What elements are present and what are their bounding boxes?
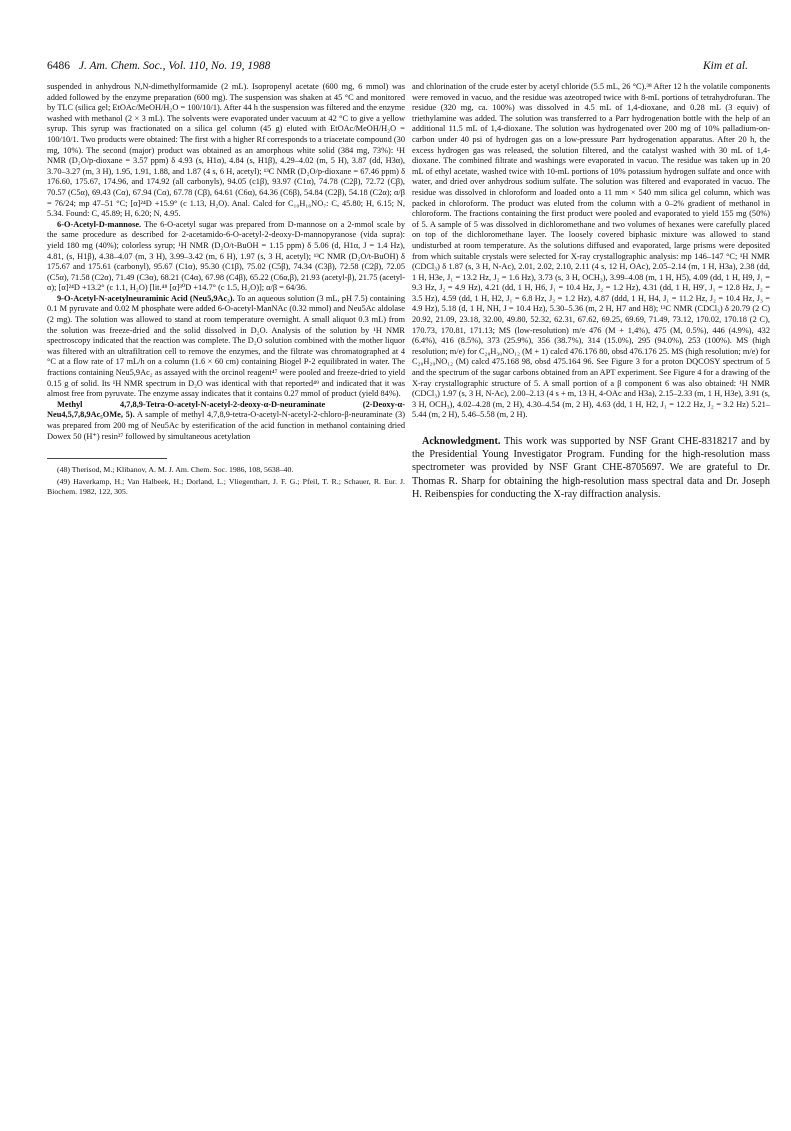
reference-48: (48) Therisod, M.; Klibanov, A. M. J. Am. Chem. Soc. 1986, 108, 5638–40. xyxy=(57,465,294,475)
paragraph xyxy=(47,400,405,442)
paragraph xyxy=(47,220,405,294)
paragraph xyxy=(47,294,405,400)
paragraph-text: The 6-O-acetyl sugar was prepared from D-mannose on a 2-mmol scale by the same procedure as described for 2-acetamido-6-O-acetyl-2-deoxy-D-mannopyranose (vida supra): yield 180 mg (40%); colorless syrup; ¹H NMR (D₂O/t-BuOH = 1.15 ppm) δ 5.06 (d, H1α, J = 1.4 Hz), 4.81, (s, H1β), 4.38–4.07 (m, 3 H), 3.99–3.42 (m, 6 H), 1.97 (s, 3 H, acetyl); ¹³C NMR (D₂O/t-BuOH) δ 175.67 and 175.61 (carbonyl), 95.67 (C1α), 95.30 (C1β), 75.02 (C5β), 74.34 (C3β), 72.58 (C2β), 72.05 (C5α), 71.58 (C2α), 71.49 (C3α), 68.21 (C4α), 67.98 (C4β), 65.22 (C6α,β), 21.93 (acetyl-β), 21.75 (acetyl-α); [α]²⁴D +13.2° (c 1.1, H₂O) [lit.⁴⁸ [α]³⁰D +14.7° (c 1.5, H₂O)]; α/β = 64/36. xyxy=(47,219,405,293)
journal-citation: J. Am. Chem. Soc., Vol. 110, No. 19, 1988 xyxy=(78,60,271,72)
acknowledgment-heading: Acknowledgment. xyxy=(422,436,501,447)
section-heading: 6-O-Acetyl-D-mannose. xyxy=(57,219,142,229)
header-authors: Kim et al. xyxy=(702,60,748,72)
paragraph: suspended in anhydrous N,N-dimethylformamide (2 mL). Isopropenyl acetate (600 mg, 6 mmol) was added followed by the enzyme preparation (600 mg). The suspension was shaken at 45 °C and monitored by TLC (silica gel; EtOAc/MeOH/H₂O = 100/10/1). After 44 h the suspension was filtered and the enzyme washed with methanol (2 × 3 mL). The solvents were evaporated under vacuum at 42 °C to give a yellow syrup. This syrup was fractionated on a silica gel column (45 g) eluted with EtOAc/MeOH/H₂O = 100/10/1. Two products were obtained: The first with a higher Rf corresponds to a triacetate compound (30 mg, 10%). The second (major) product was obtained as an amorphous white solid (384 mg, 73%): ¹H NMR (D₂O/p-dioxane = 3.57 ppm) δ 4.93 (s, H1α), 4.84 (s, H1β), 4.29–4.02 (m, 5 H), 3.87 (dd, H3α), 3.70–3.27 (m, 3 H), 1.95, 1.91, 1.88, and 1.87 (4 s, 6 H, acetyl); ¹³C NMR (D₂O/p-dioxane = 67.46 ppm) δ 176.60, 175.67, 174.96, and 174.92 (all carbonyls), 94.05 (c1β), 93.97 (C1α), 74.78 (C2β), 72.72 (Cβ), 70.57 (C5α), 69.43 (Cα), 67.94 (Cα), 67.78 (Cβ), 64.61 (C6α), 64.36 (C6β), 54.84 (C2β), 54.18 (C2α); α/β = 76/24; mp 47–51 °C; [α]²⁴D +15.9° (c 1.13, H₂O). Anal. Calcd for C₁₀H₁₆NO₇: C, 45.80; H, 6.15; N, 5.34. Found: C, 45.89; H, 6.20; N, 4.95. xyxy=(47,82,405,219)
running-header xyxy=(47,60,748,76)
page-number: 6486 xyxy=(47,60,70,72)
reference-49: (49) Haverkamp, H.; Van Halbeek, H.; Dorland, L.; Vliegenthart, J. F. G.; Pfeil, T. R.; Schauer, R. Eur. J. Biochem. 1982, 122, 305. xyxy=(47,477,405,497)
right-column xyxy=(412,82,770,501)
paragraph-text: A sample of methyl 4,7,8,9-tetra-O-acetyl-N-acetyl-2-chloro-β-neuraminate (3) was prepared from 200 mg of Neu5Ac by esterification of the acid function in methanol containing dried Dowex 50 (H⁺) resin³⁷ followed by simultaneous acetylation xyxy=(47,410,405,441)
section-heading: Methyl 4,7,8,9-Tetra-O-acetyl-N-acetyl-2-deoxy-α-D-neuraminate (2-Deoxy-α-Neu4,5,7,8,9Ac₅OMe, 5). xyxy=(47,399,405,420)
section-heading: 9-O-Acetyl-N-acetylneuraminic Acid (Neu5,9Ac₂). xyxy=(57,293,235,303)
acknowledgment-text: This work was supported by NSF Grant CHE-8318217 and by the Presidential Young Investigator Program. Funding for the high-resolution mass spectrometer was provided by NSF Grant CHE-8705697. We are grateful to Dr. Thomas R. Sharp for obtaining the high-resolution mass spectral data and Dr. Joseph H. Reibenspies for conducting the X-ray diffraction analysis. xyxy=(412,436,770,500)
footnote-divider xyxy=(47,458,167,459)
references xyxy=(47,465,405,497)
paragraph-text: To an aqueous solution (3 mL, pH 7.5) containing 0.1 M pyruvate and 0.02 M phosphate were added 6-O-acetyl-ManNAc (0.32 mmol) and Neu5Ac aldolase (2 mg). The solution was allowed to stand at room temperature overnight. A small aliquot 0.3 mL) from the solution was freeze-dried and the solid dissolved in D₂O. Analysis of the solution by ¹H NMR spectroscopy indicated that the reaction was complete. The D₂O solution combined with the mother liquor was filtered with an ultrafiltration cell to remove the enzymes, and the filtrate was chromatographed at 4 °C at a flow rate of 17 mL/h on a column (1.6 × 60 cm) containing Biogel P-2 equilibrated in water. The fractions containing Neu5,9Ac₂ as assayed with the orcinol reagent⁴⁷ were pooled and freeze-dried to yield 0.15 g of solid. Its ¹H NMR spectrum in D₂O was identical with that reported⁴⁹ and indicated that it was almost free from pyruvate. The enzyme assay indicates that it contains 0.27 mmol of product (yield 84%). xyxy=(47,293,406,399)
left-column xyxy=(47,82,405,499)
paragraph: and chlorination of the crude ester by acetyl chloride (5.5 mL, 26 °C).³⁸ After 12 h the volatile components were removed in vacuo, and the residue was azeotroped twice with 8-mL portions of tetrahydrofuran. The residue (320 mg, ca. 100%) was dissolved in 4.5 mL of 1,4-dioxane, and 0.28 mL (3 equiv) of triethylamine was added. The solution was transferred to a Parr hydrogenation bottle with the help of an additional 11.5 mL of 1,4-dioxane. The solution was hydrogenated over 200 mg of 10% palladium-on-carbon under 40 psi of hydrogen gas on a low-pressure Parr hydrogenation apparatus. After 20 h, the excess hydrogen gas was released, the solution filtered, and the catalyst washed with 30 mL of 1,4-dioxane. The combined filtrate and washings were evaporated in vacuo. The residue was taken up in 20 mL of ethyl acetate, washed twice with 10-mL portions of 10% potassium hydrogen sulfate and once with water, and dried over anhydrous sodium sulfate. The solution was filtered and evaporated in vacuo. The residue was dissolved in chloroform and loaded onto a 11 mm × 540 mm silica gel column, which was packed in chloroform. The product was eluted from the column with a 0–2% gradient of methanol in chloroform. The fractions containing the first product were pooled and evaporated to yield 155 mg (50%) of 5. A sample of 5 was dissolved in dichloromethane and two volumes of hexanes were carefully placed on top of the dichloromethane layer. The loosely covered biphasic mixture was allowed to stand undisturbed at room temperature. As the solutions diffused and evaporated, large prisms were deposited from which suitable crystals were selected for X-ray crystallographic analysis: mp 146–147 °C; ¹H NMR (CDCl₃) δ 1.87 (s, 3 H, N-Ac), 2.01, 2.02, 2.10, 2.11 (4 s, 12 H, OAc), 2.05–2.14 (m, 1 H, H3a), 2.38 (dd, 1 H, H3e, J₁ = 13.2 Hz, J₂ = 1.6 Hz), 3.73 (s, 3 H, OCH₃), 3.99–4.08 (m, 1 H, H5), 4.09 (dd, 1 H, H9, J₁ = 9.3 Hz, J₂ = 4.9 Hz), 4.21 (dd, 1 H, H6, J₁ = 10.4 Hz, J₂ = 1.2 Hz), 4.31 (dd, 1 H, H9′, J₁ = 12.8 Hz, J₂ = 3.5 Hz), 4.59 (dd, 1 H, H2, J₁ = 6.8 Hz, J₂ = 1.2 Hz), 4.87 (ddd, 1 H, H4, J₁ = 11.2 Hz, J₂ = 10.4 Hz, J₃ = 4.9 Hz), 5.18 (d, 1 H, NH, J = 10.4 Hz), 5.30–5.36 (m, 2 H, H7 and H8); ¹³C NMR (CDCl₃) δ 20.79 (2 C) 20.92, 21.09, 23.18, 32.00, 49.80, 52.32, 62.31, 67.62, 69.25, 69.69, 71.49, 73.12, 170.02, 170.18 (2 C), 170.73, 170.81, 171.13; MS (low-resolution) m/e 476 (M + 1,4%), 475 (M, 0.5%), 446 (4.9%), 432 (6.4%), 416 (8.5%), 373 (25.9%), 356 (38.7%), 314 (15.0%), 295 (94.0%), 253 (100%). MS (high resolution; m/e) for C₂₀H₃₀NO₁₂ (M + 1) calcd 476.176 80, obsd 476.176 25. MS (high resolution; m/e) for C₂₀H₂₉NO₁₂ (M) calcd 475.168 98, obsd 475.164 96. See Figure 3 for a proton DQCOSY spectrum of 5 and the spectrum of the sugar carbons obtained from an APT experiment. See Figure 4 for a drawing of the X-ray crystallographic structure of 5. A small portion of a β component 6 was also obtained: ¹H NMR (CDCl₃) 1.97 (s, 3 H, N-Ac), 2.00–2.13 (4 s + m, 13 H, 4-OAc and H3a), 2.15–2.33 (m, 1 H, H3e), 3.91 (s, 3 H, OCH₃), 4.02–4.28 (m, 2 H), 4.30–4.54 (m, 2 H), 4.63 (dd, 1 H, H2, J₁ = 12.2 Hz, J₂ = 3.2 Hz) 5.21–5.44 (m, 2 H), 5.46–5.58 (m, 2 H). xyxy=(412,82,770,420)
header-left xyxy=(47,60,270,72)
acknowledgment xyxy=(412,435,770,501)
